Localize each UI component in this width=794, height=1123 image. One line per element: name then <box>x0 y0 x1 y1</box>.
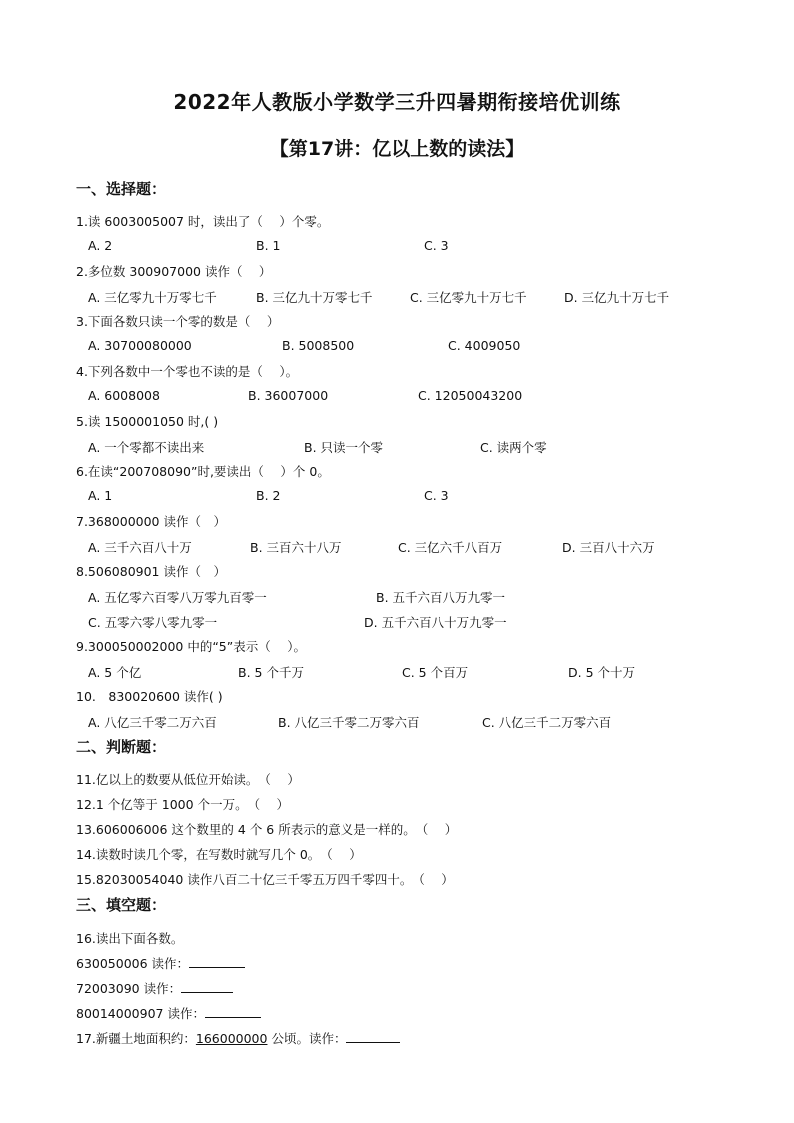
option-b: B. 2 <box>256 488 281 503</box>
option-a: A. 三千六百八十万 <box>88 540 192 555</box>
option-c: C. 八亿三千二万零六百 <box>482 715 612 730</box>
option-b: B. 五千六百八万九零一 <box>376 590 506 605</box>
read-item <box>76 979 233 997</box>
section-heading-judgement: 二、判断题： <box>76 738 167 756</box>
question-17 <box>76 1029 400 1047</box>
option-b: B. 只读一个零 <box>304 440 384 455</box>
section-heading-choice: 一、选择题： <box>76 180 167 198</box>
option-a: A. 一个零都不读出来 <box>88 440 205 455</box>
question-stem: 8.506080901 读作（ ） <box>76 564 226 579</box>
option-a: A. 30700080000 <box>88 338 192 353</box>
question-stem: 16.读出下面各数。 <box>76 931 184 946</box>
option-a: A. 2 <box>88 238 113 253</box>
option-c: C. 12050043200 <box>418 388 523 403</box>
option-a: A. 5 个亿 <box>88 665 142 680</box>
page-title: 2022年人教版小学数学三升四暑期衔接培优训练 <box>173 90 621 114</box>
judgement-item: 12.1 个亿等于 1000 个一万。 （ ） <box>76 797 290 812</box>
option-c: C. 3 <box>424 238 449 253</box>
option-b: B. 三百六十八万 <box>250 540 342 555</box>
answer-blank[interactable] <box>189 955 245 968</box>
read-number-label: 72003090 读作： <box>76 981 182 996</box>
judgement-item: 13.606006006 这个数里的 4 个 6 所表示的意义是一样的。 （ ） <box>76 822 458 837</box>
question-stem: 5.读 1500001050 时,( ) <box>76 414 219 429</box>
option-c: C. 3 <box>424 488 449 503</box>
lesson-subtitle: 【第17讲：亿以上数的读法】 <box>269 138 525 160</box>
option-c: C. 读两个零 <box>480 440 547 455</box>
read-item <box>76 1004 261 1022</box>
option-a: A. 6008008 <box>88 388 160 403</box>
question-stem: 1.读 6003005007 时，读出了（ ）个零。 <box>76 214 330 229</box>
question-stem: 4.下列各数中一个零也不读的是（ ）。 <box>76 364 299 379</box>
option-b: B. 三亿九十万零七千 <box>256 290 373 305</box>
option-b: B. 5008500 <box>282 338 355 353</box>
q17-suffix: 公顷。读作： <box>267 1031 347 1046</box>
option-a: A. 五亿零六百零八万零九百零一 <box>88 590 267 605</box>
question-stem: 9.300050002000 中的“5”表示（ ）。 <box>76 639 306 654</box>
q17-prefix: 17.新疆土地面积约： <box>76 1031 196 1046</box>
answer-blank[interactable] <box>346 1030 400 1043</box>
judgement-item: 15.82030054040 读作八百二十亿三千零五万四千零四十。 （ ） <box>76 872 454 887</box>
read-number-label: 630050006 读作： <box>76 956 190 971</box>
question-stem: 7.368000000 读作（ ） <box>76 514 226 529</box>
section-heading-fill: 三、填空题： <box>76 896 167 914</box>
option-d: D. 5 个十万 <box>568 665 635 680</box>
judgement-item: 11.亿以上的数要从低位开始读。 （ ） <box>76 772 300 787</box>
option-c: C. 三亿六千八百万 <box>398 540 503 555</box>
answer-blank[interactable] <box>205 1005 261 1018</box>
option-b: B. 八亿三千零二万零六百 <box>278 715 420 730</box>
question-stem: 3.下面各数只读一个零的数是（ ） <box>76 314 280 329</box>
option-c: C. 五零六零八零九零一 <box>88 615 218 630</box>
option-d: D. 三百八十六万 <box>562 540 655 555</box>
option-b: B. 1 <box>256 238 281 253</box>
question-stem: 6.在读“200708090”时,要读出（ ）个 0。 <box>76 464 330 479</box>
read-item <box>76 954 245 972</box>
option-d: D. 五千六百八十万九零一 <box>364 615 507 630</box>
q17-number: 166000000 <box>195 1031 268 1046</box>
option-a: A. 八亿三千零二万六百 <box>88 715 217 730</box>
answer-blank[interactable] <box>181 980 233 993</box>
option-c: C. 三亿零九十万七千 <box>410 290 527 305</box>
question-stem: 10. 830020600 读作( ) <box>76 689 223 704</box>
question-stem: 2.多位数 300907000 读作（ ） <box>76 264 272 279</box>
option-d: D. 三亿九十万七千 <box>564 290 670 305</box>
option-b: B. 5 个千万 <box>238 665 304 680</box>
read-number-label: 80014000907 读作： <box>76 1006 205 1021</box>
option-c: C. 4009050 <box>448 338 521 353</box>
option-c: C. 5 个百万 <box>402 665 469 680</box>
option-a: A. 三亿零九十万零七千 <box>88 290 217 305</box>
option-b: B. 36007000 <box>248 388 329 403</box>
judgement-item: 14.读数时读几个零，在写数时就写几个 0。 （ ） <box>76 847 362 862</box>
option-a: A. 1 <box>88 488 113 503</box>
